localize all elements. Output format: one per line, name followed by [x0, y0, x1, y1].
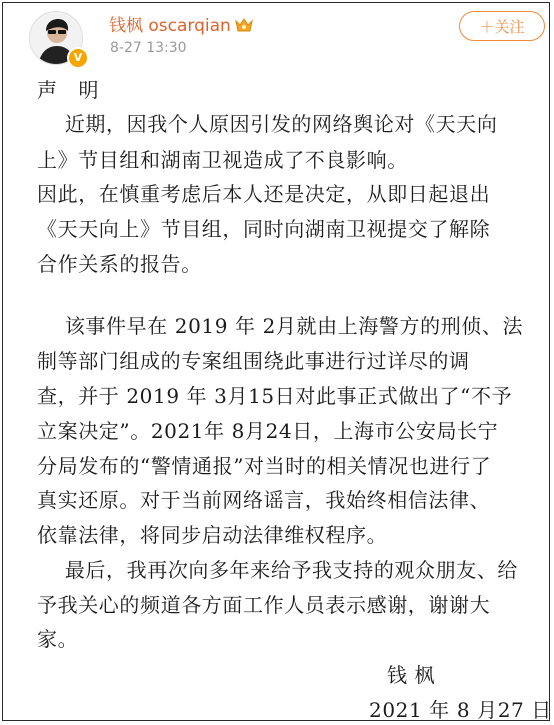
post-header [3, 3, 549, 69]
username-text[interactable]: 钱枫 oscarqian [109, 16, 231, 36]
statement-date: 2021 年 8 月27 日 [369, 698, 552, 722]
statement-line: 予我关心的频道各方面工作人员表示感谢，谢谢大 [37, 593, 491, 617]
statement-line: 分局发布的“警情通报”对当时的相关情况也进行了 [37, 454, 492, 478]
statement-title: 声 明 [37, 78, 100, 102]
follow-button[interactable]: ＋关注 [459, 11, 545, 41]
statement-line: 合作关系的报告。 [37, 252, 202, 276]
statement-line: 最后，我再次向多年来给予我支持的观众朋友、给 [37, 558, 519, 582]
statement-line: 真实还原。对于当前网络谣言，我始终相信法律、 [37, 488, 491, 512]
statement-line: 立案决定”。2021年 8月24日，上海市公安局长宁 [37, 419, 499, 443]
verified-badge-icon: V [67, 47, 89, 69]
statement-line: 依靠法律，将同步启动法律维权程序。 [37, 523, 388, 547]
crown-icon [235, 17, 253, 38]
statement-line: 制等部门组成的专案组围绕此事进行过详尽的调 [37, 349, 470, 373]
statement-line: 因此，在慎重考虑后本人还是决定，从即日起退出 [37, 182, 491, 206]
statement-line: 近期，因我个人原因引发的网络舆论对《天天向 [37, 112, 498, 136]
post-card [2, 2, 550, 721]
statement-line: 家。 [37, 627, 79, 651]
statement-signature: 钱 枫 [387, 663, 436, 687]
statement-line: 查，并于 2019 年 3月15日对此事正式做出了“不予 [37, 384, 513, 408]
post-timestamp: 8-27 13:30 [110, 40, 187, 56]
username[interactable] [109, 11, 253, 38]
statement-line: 上》节目组和湖南卫视造成了不良影响。 [37, 148, 408, 172]
statement-line: 该事件早在 2019 年 2月就由上海警方的刑侦、法 [37, 314, 524, 338]
statement-line: 《天天向上》节目组，同时向湖南卫视提交了解除 [37, 217, 491, 241]
